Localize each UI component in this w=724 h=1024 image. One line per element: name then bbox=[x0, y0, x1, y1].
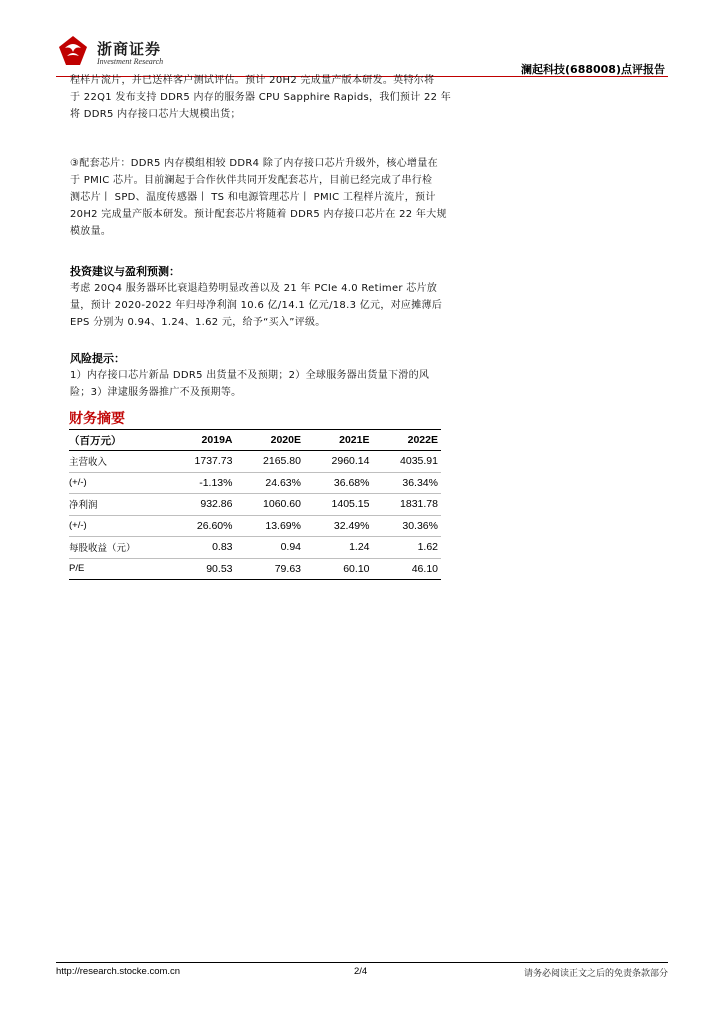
section-heading-risk: 风险提示： bbox=[70, 352, 125, 365]
text-line: 20H2 完成量产版本研发。预计配套芯片将随着 DDR5 内存接口芯片在 22 年大规 bbox=[70, 209, 447, 220]
table-cell: 1060.60 bbox=[236, 494, 305, 516]
table-cell: 932.86 bbox=[167, 494, 236, 516]
brand-name-cn: 浙商证券 bbox=[97, 40, 162, 58]
table-row bbox=[69, 537, 441, 559]
paragraph-risk bbox=[70, 367, 490, 401]
text-line: 1）内存接口芯片新品 DDR5 出货量不及预期；2）全球服务器出货量下滑的风 bbox=[70, 370, 430, 381]
text-line: 于 PMIC 芯片。目前澜起于合作伙伴共同开发配套芯片，目前已经完成了串行检 bbox=[70, 175, 433, 186]
table-cell: 1831.78 bbox=[373, 494, 442, 516]
table-cell: 2165.80 bbox=[236, 451, 305, 473]
row-label: (+/-) bbox=[69, 472, 167, 494]
financial-summary-table bbox=[69, 429, 441, 580]
text-line: 于 22Q1 发布支持 DDR5 内存的服务器 CPU Sapphire Rapids，我们预计 22 年 bbox=[70, 92, 452, 103]
column-header: （百万元） bbox=[69, 430, 167, 451]
column-header: 2022E bbox=[373, 430, 442, 451]
table-header-row bbox=[69, 430, 441, 451]
row-label: (+/-) bbox=[69, 515, 167, 537]
table-cell: 1737.73 bbox=[167, 451, 236, 473]
table-cell: 36.68% bbox=[304, 472, 373, 494]
paragraph-ddr5-interface bbox=[70, 72, 490, 123]
table-cell: 24.63% bbox=[236, 472, 305, 494]
table-cell: -1.13% bbox=[167, 472, 236, 494]
table-cell: 60.10 bbox=[304, 558, 373, 580]
text-line: 考虑 20Q4 服务器环比衰退趋势明显改善以及 21 年 PCIe 4.0 Retimer 芯片放 bbox=[70, 283, 438, 294]
footer-divider bbox=[56, 962, 668, 963]
table-cell: 79.63 bbox=[236, 558, 305, 580]
column-header: 2019A bbox=[167, 430, 236, 451]
table-cell: 1.62 bbox=[373, 537, 442, 559]
row-label: P/E bbox=[69, 558, 167, 580]
row-label: 每股收益（元） bbox=[69, 537, 167, 559]
table-row bbox=[69, 451, 441, 473]
text-line: 量，预计 2020-2022 年归母净利润 10.6 亿/14.1 亿元/18.3 亿元，对应摊薄后 bbox=[70, 300, 443, 311]
company-logo-icon bbox=[56, 34, 90, 68]
text-line: 测芯片丨 SPD、温度传感器丨 TS 和电源管理芯片丨 PMIC 工程样片流片，预计 bbox=[70, 192, 436, 203]
table-cell: 0.94 bbox=[236, 537, 305, 559]
row-label: 主营收入 bbox=[69, 451, 167, 473]
brand-name-en: Investment Research bbox=[97, 57, 164, 66]
table-cell: 0.83 bbox=[167, 537, 236, 559]
table-row bbox=[69, 494, 441, 516]
table-cell: 30.36% bbox=[373, 515, 442, 537]
table-row bbox=[69, 472, 441, 494]
paragraph-companion-chips bbox=[70, 155, 490, 240]
column-header: 2020E bbox=[236, 430, 305, 451]
page-number: 2/4 bbox=[354, 966, 368, 977]
text-line: 将 DDR5 内存接口芯片大规模出货； bbox=[70, 109, 241, 120]
row-label: 净利润 bbox=[69, 494, 167, 516]
table-cell: 1.24 bbox=[304, 537, 373, 559]
section-heading-investment: 投资建议与盈利预测： bbox=[70, 265, 180, 278]
table-cell: 46.10 bbox=[373, 558, 442, 580]
text-line: 模放量。 bbox=[70, 226, 112, 237]
table-cell: 13.69% bbox=[236, 515, 305, 537]
table-cell: 90.53 bbox=[167, 558, 236, 580]
table-row bbox=[69, 515, 441, 537]
footer-disclaimer: 请务必阅读正文之后的免责条款部分 bbox=[523, 969, 668, 979]
table-cell: 36.34% bbox=[373, 472, 442, 494]
table-row bbox=[69, 558, 441, 580]
text-line: EPS 分别为 0.94、1.24、1.62 元，给予“买入”评级。 bbox=[70, 317, 326, 328]
table-cell: 1405.15 bbox=[304, 494, 373, 516]
column-header: 2021E bbox=[304, 430, 373, 451]
paragraph-investment bbox=[70, 280, 490, 331]
financial-summary-title: 财务摘要 bbox=[69, 411, 125, 427]
table-cell: 4035.91 bbox=[373, 451, 442, 473]
table-cell: 32.49% bbox=[304, 515, 373, 537]
text-line: 程样片流片，并已送样客户测试评估。预计 20H2 完成量产版本研发。英特尔将 bbox=[70, 75, 435, 86]
table-cell: 26.60% bbox=[167, 515, 236, 537]
report-title: 澜起科技(688008)点评报告 bbox=[521, 63, 665, 76]
text-line: 险；3）津逮服务器推广不及预期等。 bbox=[70, 387, 242, 398]
footer-url-link[interactable]: http://research.stocke.com.cn bbox=[56, 966, 181, 977]
text-line: ③配套芯片：DDR5 内存模组相较 DDR4 除了内存接口芯片升级外，核心增量在 bbox=[70, 158, 438, 169]
table-cell: 2960.14 bbox=[304, 451, 373, 473]
